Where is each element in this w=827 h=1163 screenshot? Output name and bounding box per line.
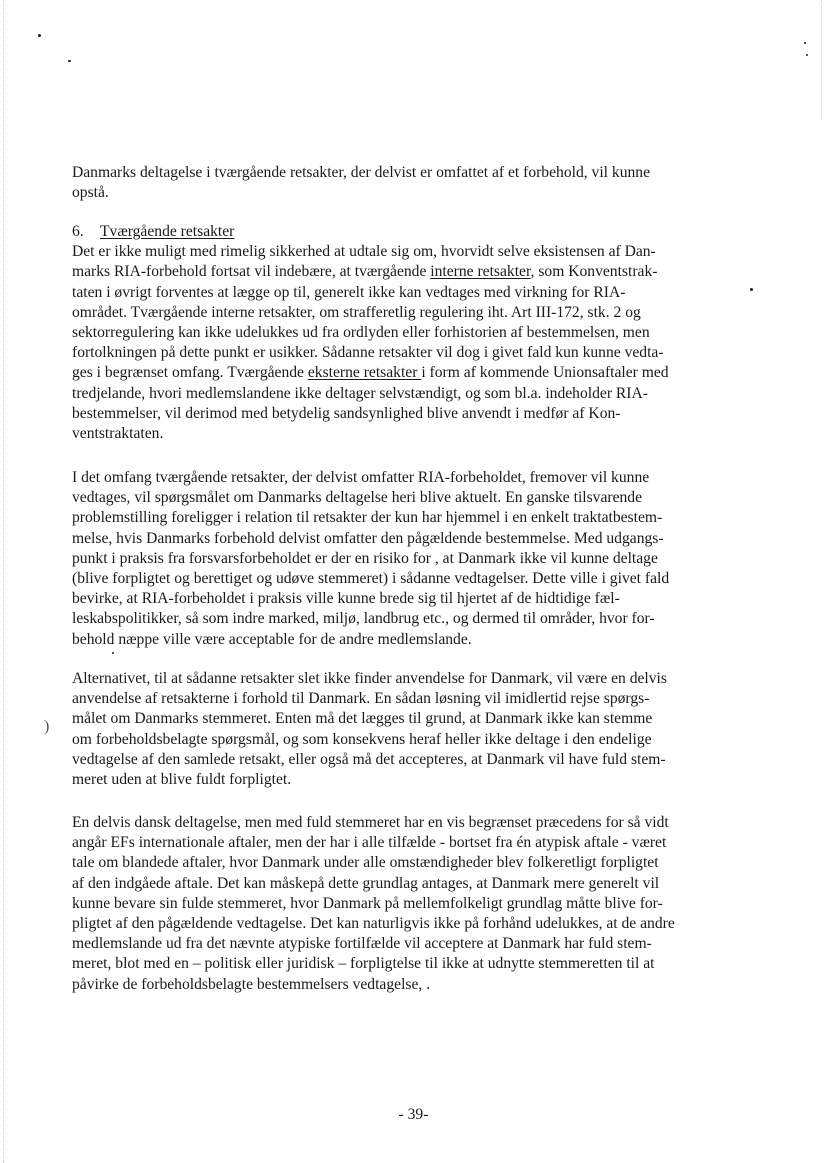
- text-line: taten i øvrigt forventes at lægge op til, generelt ikke kan vedtages med virkning for RIA-: [72, 283, 626, 301]
- text-line: om forbeholdsbelagte spørgsmål, og som konsekvens heraf heller ikke deltage i den endelige: [72, 730, 652, 748]
- text-line: fortolkningen på dette punkt er usikker. Sådanne retsakter vil dog i givet fald kun kunne vedta-: [72, 344, 664, 362]
- underlined-term-eksterne-retsakter: eksterne retsakter: [307, 364, 422, 382]
- text-line: [72, 363, 744, 383]
- text-line: [72, 262, 744, 282]
- paragraph-intro: [72, 163, 744, 203]
- section-heading: [72, 222, 744, 242]
- text-line: behold næppe ville være acceptable for de andre medlemslande.: [72, 630, 472, 648]
- text-line: sektorregulering kan ikke udelukkes ud fra ordlyden eller forhistorien af bestemmelsen, men: [72, 324, 650, 342]
- text-line: opstå.: [72, 184, 109, 202]
- scan-speck: [112, 652, 114, 654]
- text-line: ventstraktaten.: [72, 425, 164, 443]
- text-segment: ges i begrænset omfang. Tværgående: [72, 364, 308, 382]
- text-line: tredjelande, hvori medlemslandene ikke deltager selvstændigt, og som bl.a. indeholder RIA-: [72, 384, 648, 402]
- text-line: Det er ikke muligt med rimelig sikkerhed at udtale sig om, hvorvidt selve eksistensen af Dan-: [72, 243, 656, 261]
- text-line: medlemslande ud fra det nævnte atypiske fortilfælde vil acceptere at Danmark har fuld stem-: [72, 935, 652, 953]
- text-line: bevirke, at RIA-forbeholdet i praksis ville kunne brede sig til hjertet af de hidtidige fæl-: [72, 590, 620, 608]
- paragraph-4: [72, 813, 744, 995]
- text-segment: , som Konventstrak-: [530, 263, 658, 281]
- text-line: Danmarks deltagelse i tværgående retsakter, der delvist er omfattet af et forbehold, vil kunne: [72, 164, 651, 181]
- text-segment: marks RIA-forbehold fortsat vil indebære, at tværgående: [72, 263, 431, 281]
- section-title: Tværgående retsakter: [100, 223, 235, 240]
- text-line: punkt i praksis fra forsvarsforbeholdet er der en risiko for , at Danmark ikke vil kunne deltage: [72, 549, 658, 567]
- text-line: En delvis dansk deltagelse, men med fuld stemmeret har en vis begrænset præcedens for så vidt: [72, 814, 669, 831]
- scan-speck: [38, 34, 41, 37]
- text-line: påvirke de forbeholdsbelagte bestemmelsers vedtagelse, .: [72, 975, 431, 993]
- text-line: problemstilling foreligger i relation til retsakter der kun har hjemmel i en enkelt traktatbestem-: [72, 509, 663, 527]
- text-line: området. Tværgående interne retsakter, om strafferetlig regulering iht. Art III-172, stk. 2 og: [72, 303, 641, 321]
- page-number: - 39-: [398, 1106, 429, 1123]
- text-segment: i form af kommende Unionsaftaler med: [421, 364, 669, 382]
- text-line: (blive forpligtet og berettiget og udøve stemmeret) i sådanne vedtagelser. Dette ville i givet fald: [72, 570, 670, 588]
- scan-speck: [804, 42, 806, 44]
- text-line: tale om blandede aftaler, hvor Danmark under alle omstændigheder blev folkeretligt forpligtet: [72, 854, 659, 872]
- text-line: vedtagelse af den samlede retsakt, eller også må det accepteres, at Danmark vil have fuld stem-: [72, 750, 666, 768]
- scan-speck: [750, 288, 753, 291]
- text-line: meret uden at blive fuldt forpligtet.: [72, 771, 292, 789]
- text-line: angår EFs internationale aftaler, men der har i alle tilfælde - bortset fra én atypisk aftale - været: [72, 834, 667, 852]
- text-line: I det omfang tværgående retsakter, der delvist omfatter RIA-forbeholdet, fremover vil kunne: [72, 469, 650, 486]
- scan-edge-right: [821, 0, 823, 120]
- text-line: bestemmelser, vil derimod med betydelig sandsynlighed blive anvendt i medfør af Kon-: [72, 404, 621, 422]
- section-number: 6.: [72, 223, 84, 240]
- section-6: [72, 222, 744, 444]
- text-line: af den indgåede aftale. Det kan måskepå dette grundlag antages, at Danmark mere generelt vil: [72, 874, 660, 892]
- text-line: leskabspolitikker, så som indre marked, miljø, landbrug etc., og dermed til områder, hvor for-: [72, 610, 655, 628]
- text-line: målet om Danmarks stemmeret. Enten må det lægges til grund, at Danmark ikke kan stemme: [72, 710, 653, 728]
- scan-speck: [68, 60, 71, 62]
- text-line: meret, blot med en – politisk eller juridisk – forpligtelse til ikke at udnytte stemmeretten til at: [72, 955, 655, 973]
- underlined-term-interne-retsakter: interne retsakter: [430, 263, 531, 281]
- scan-mark: ): [44, 718, 50, 735]
- text-line: kunne bevare sin fulde stemmeret, hvor Danmark på mellemfolkeligt grundlag måtte blive for-: [72, 894, 663, 912]
- text-line: melse, hvis Danmarks forbehold delvist omfatter den pågældende bestemmelse. Med udgangs-: [72, 529, 664, 547]
- text-line: pligtet af den pågældende vedtagelse. Det kan naturligvis ikke på forhånd udelukkes, at de andre: [72, 915, 675, 933]
- text-line: Alternativet, til at sådanne retsakter slet ikke finder anvendelse for Danmark, vil være en delvis: [72, 670, 667, 687]
- scan-speck: [806, 54, 808, 56]
- paragraph-2: [72, 468, 744, 650]
- text-line: anvendelse af retsakterne i forhold til Danmark. En sådan løsning vil imidlertid rejse spørgs-: [72, 690, 650, 708]
- paragraph-3: [72, 669, 744, 790]
- text-line: vedtages, vil spørgsmålet om Danmarks deltagelse heri blive aktuelt. En ganske tilsvarende: [72, 489, 643, 507]
- scan-edge-left: [3, 0, 5, 1163]
